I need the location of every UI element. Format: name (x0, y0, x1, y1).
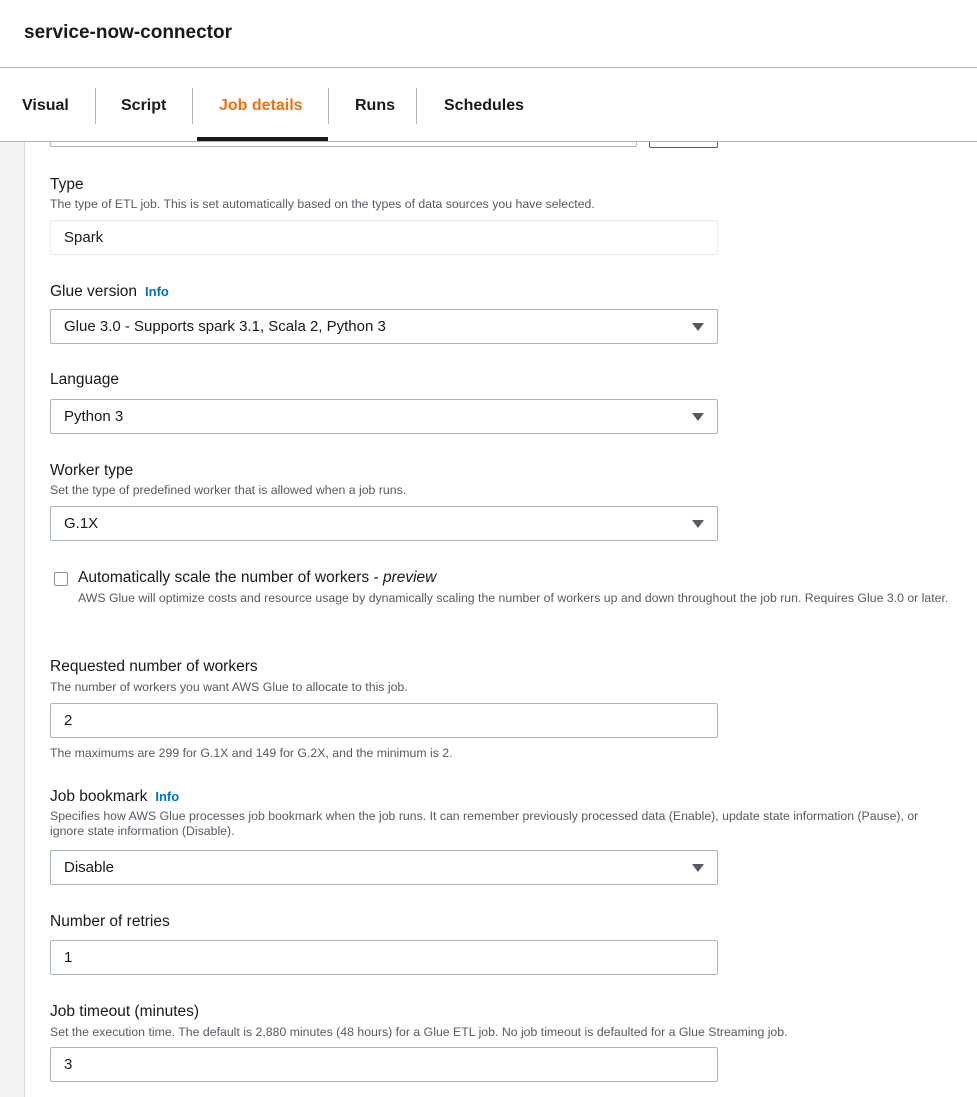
num-workers-help: The maximums are 299 for G.1X and 149 for G.2X, and the minimum is 2. (50, 746, 453, 760)
autoscale-label[interactable] (78, 569, 436, 587)
autoscale-checkbox[interactable] (54, 572, 68, 586)
tab-divider (328, 88, 329, 124)
type-description: The type of ETL job. This is set automatically based on the types of data sources you have selected. (50, 197, 595, 211)
autoscale-description: AWS Glue will optimize costs and resource usage by dynamically scaling the number of workers up and down throughout the job run. Requires Glue 3.0 or later. (78, 591, 949, 605)
job-details-form (24, 142, 977, 1097)
glue-version-label (50, 283, 169, 301)
job-bookmark-info-link[interactable]: Info (155, 789, 180, 804)
timeout-input[interactable] (50, 1047, 718, 1082)
glue-version-info-link[interactable]: Info (145, 284, 169, 299)
num-workers-label: Requested number of workers (50, 658, 258, 675)
tab-visual[interactable]: Visual (22, 97, 69, 114)
tab-divider (192, 88, 193, 124)
glue-version-value: Glue 3.0 - Supports spark 3.1, Scala 2, Python 3 (64, 318, 386, 335)
autoscale-preview-tag: preview (382, 569, 437, 586)
caret-down-icon (692, 323, 704, 331)
autoscale-label-text: Automatically scale the number of workers - (78, 569, 383, 586)
job-bookmark-value: Disable (64, 859, 115, 876)
language-value: Python 3 (64, 408, 124, 425)
glue-version-label-text: Glue version (50, 283, 138, 300)
job-bookmark-label (50, 788, 179, 806)
worker-type-description: Set the type of predefined worker that is allowed when a job runs. (50, 483, 407, 497)
retries-input[interactable] (50, 940, 718, 975)
language-select[interactable] (50, 399, 718, 434)
page-title: service-now-connector (24, 22, 232, 43)
tab-bar (0, 68, 977, 141)
language-label: Language (50, 371, 119, 388)
worker-type-value: G.1X (64, 515, 99, 532)
tab-job-details[interactable]: Job details (219, 97, 303, 114)
caret-down-icon (692, 864, 704, 872)
retries-label: Number of retries (50, 913, 170, 930)
tab-runs[interactable]: Runs (355, 97, 395, 114)
type-label: Type (50, 176, 84, 193)
job-bookmark-label-text: Job bookmark (50, 788, 148, 805)
type-field: Spark (50, 220, 718, 255)
num-workers-input[interactable] (50, 703, 718, 738)
timeout-label: Job timeout (minutes) (50, 1003, 200, 1020)
timeout-description: Set the execution time. The default is 2,880 minutes (48 hours) for a Glue ETL job. No job timeout is defaulted for a Glue Streaming job. (50, 1025, 788, 1039)
job-bookmark-select[interactable] (50, 850, 718, 885)
worker-type-label: Worker type (50, 462, 134, 479)
tab-divider (95, 88, 96, 124)
truncated-button[interactable] (649, 142, 718, 148)
tab-script[interactable]: Script (121, 97, 167, 114)
caret-down-icon (692, 413, 704, 421)
truncated-input[interactable] (50, 142, 637, 147)
tab-schedules[interactable]: Schedules (444, 97, 525, 114)
glue-version-select[interactable] (50, 309, 718, 344)
job-bookmark-description: Specifies how AWS Glue processes job bookmark when the job runs. It can remember previously processed data (Enable), update state information (Pause), or ignore state information (Disable). (50, 809, 919, 838)
num-workers-description: The number of workers you want AWS Glue to allocate to this job. (50, 680, 408, 694)
caret-down-icon (692, 520, 704, 528)
worker-type-select[interactable] (50, 506, 718, 541)
tab-divider (416, 88, 417, 124)
